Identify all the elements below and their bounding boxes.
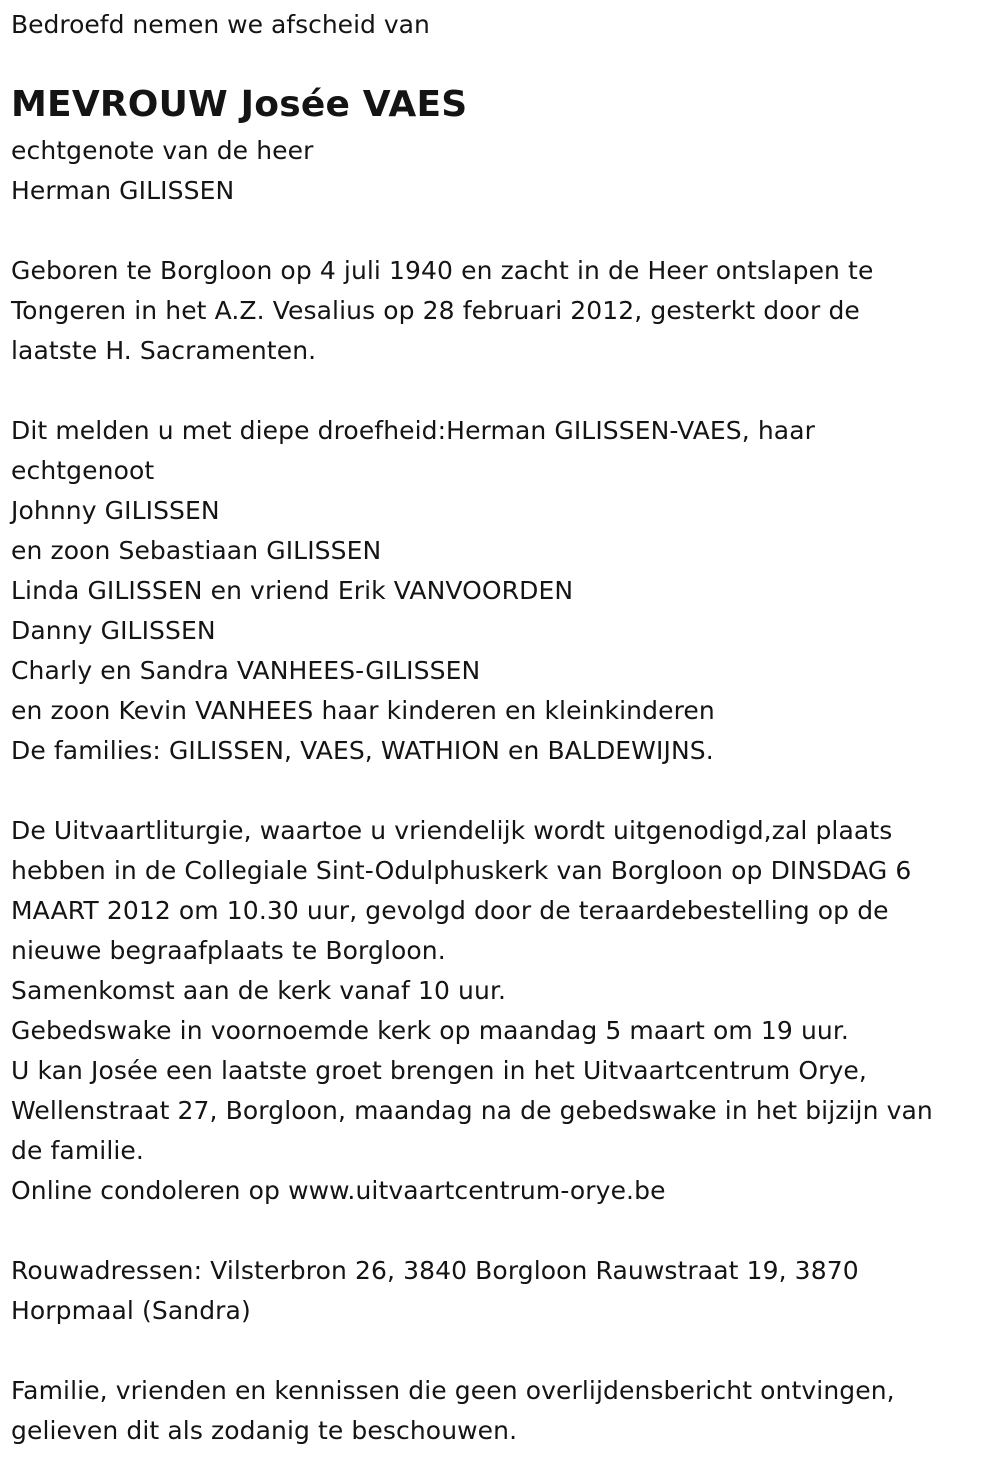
family-line: en zoon Kevin VANHEES haar kinderen en kleinkinderen	[11, 696, 715, 725]
birth-death-section	[11, 251, 991, 371]
family-line: Charly en Sandra VANHEES-GILISSEN	[11, 656, 481, 685]
address-section	[11, 1251, 991, 1331]
funeral-line: de familie.	[11, 1136, 144, 1165]
intro-text: Bedroefd nemen we afscheid van	[11, 10, 430, 39]
spouse-section	[11, 131, 991, 211]
birth-death-line: laatste H. Sacramenten.	[11, 336, 317, 365]
family-section	[11, 411, 991, 771]
spouse-line: echtgenote van de heer	[11, 136, 314, 165]
obituary-notice	[11, 5, 991, 1451]
spacer	[11, 1211, 991, 1251]
funeral-line: Samenkomst aan de kerk vanaf 10 uur.	[11, 976, 507, 1005]
family-line: en zoon Sebastiaan GILISSEN	[11, 536, 382, 565]
funeral-line: nieuwe begraafplaats te Borgloon.	[11, 936, 446, 965]
family-line: De families: GILISSEN, VAES, WATHION en BALDEWIJNS.	[11, 736, 714, 765]
spacer	[11, 1331, 991, 1371]
spacer	[11, 211, 991, 251]
condolence-line: Online condoleren op www.uitvaartcentrum-orye.be	[11, 1176, 666, 1205]
funeral-line: Wellenstraat 27, Borgloon, maandag na de gebedswake in het bijzijn van	[11, 1096, 933, 1125]
closing-section	[11, 1371, 991, 1451]
birth-death-line: Geboren te Borgloon op 4 juli 1940 en zacht in de Heer ontslapen te	[11, 256, 874, 285]
family-line: Dit melden u met diepe droefheid:Herman GILISSEN-VAES, haar	[11, 416, 816, 445]
funeral-section	[11, 811, 991, 1211]
spacer	[11, 371, 991, 411]
spacer	[11, 771, 991, 811]
funeral-line: Gebedswake in voornoemde kerk op maandag 5 maart om 19 uur.	[11, 1016, 849, 1045]
address-line: Horpmaal (Sandra)	[11, 1296, 251, 1325]
spouse-line: Herman GILISSEN	[11, 176, 235, 205]
funeral-line: MAART 2012 om 10.30 uur, gevolgd door de teraardebestelling op de	[11, 896, 889, 925]
funeral-line: U kan Josée een laatste groet brengen in het Uitvaartcentrum Orye,	[11, 1056, 867, 1085]
family-line: Danny GILISSEN	[11, 616, 216, 645]
family-line: Linda GILISSEN en vriend Erik VANVOORDEN	[11, 576, 574, 605]
funeral-line: De Uitvaartliturgie, waartoe u vriendelijk wordt uitgenodigd,zal plaats	[11, 816, 893, 845]
family-line: Johnny GILISSEN	[11, 496, 220, 525]
deceased-name: MEVROUW Josée VAES	[11, 84, 468, 125]
family-line: echtgenoot	[11, 456, 155, 485]
funeral-line: hebben in de Collegiale Sint-Odulphuskerk van Borgloon op DINSDAG 6	[11, 856, 912, 885]
closing-line: Familie, vrienden en kennissen die geen overlijdensbericht ontvingen,	[11, 1376, 895, 1405]
birth-death-line: Tongeren in het A.Z. Vesalius op 28 februari 2012, gesterkt door de	[11, 296, 860, 325]
address-line: Rouwadressen: Vilsterbron 26, 3840 Borgloon Rauwstraat 19, 3870	[11, 1256, 859, 1285]
closing-line: gelieven dit als zodanig te beschouwen.	[11, 1416, 518, 1445]
